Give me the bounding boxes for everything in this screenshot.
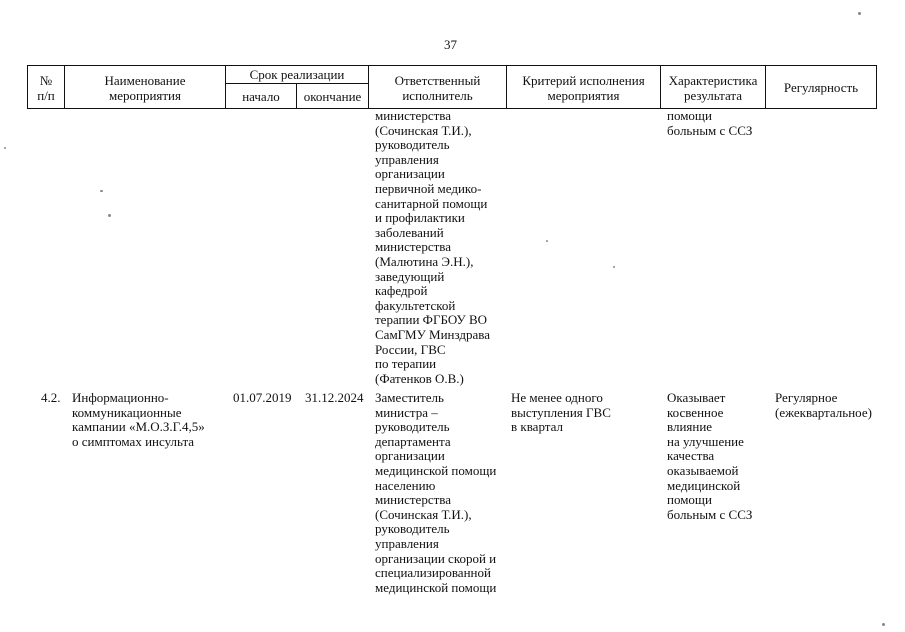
continued-result: помощи больным с ССЗ <box>667 108 753 138</box>
header-period: Срок реализации <box>249 67 345 82</box>
scan-speck <box>858 12 861 15</box>
header-start: начало <box>242 88 280 104</box>
row-4-2-start: 01.07.2019 <box>233 390 292 405</box>
page-number: 37 <box>444 37 457 52</box>
header-result: Характеристика результата <box>668 72 758 103</box>
row-4-2-regularity: Регулярное (ежеквартальное) <box>775 390 872 420</box>
continued-responsible: министерства (Сочинская Т.И.), руководитель управления организации первичной медико- санитарной помощи и профилактики заболеваний министерства (Малютина Э.Н.), заведующий кафедрой факультетской терапии ФГБОУ ВО СамГМУ Минздрава России, ГВС по терапии (Фатенков О.В.) <box>375 108 491 386</box>
row-4-2-result: Оказывает косвенное влияние на улучшение качества оказываемой медицинской помощи больным с ССЗ <box>667 390 753 522</box>
header-name: Наименование мероприятия <box>104 72 186 103</box>
scan-speck <box>100 190 103 192</box>
header-responsible: Ответственный исполнитель <box>394 72 481 103</box>
row-4-2-responsible: Заместитель министра – руководитель департамента организации медицинской помощи населению министерства (Сочинская Т.И.), руководитель управления организации скорой и специализированной медицинской помощи <box>375 390 497 595</box>
row-4-2-criterion: Не менее одного выступления ГВС в квартал <box>511 390 611 435</box>
row-4-2-name: Информационно- коммуникационные кампании «М.О.З.Г.4,5» о симптомах инсульта <box>72 390 205 449</box>
header-end: окончание <box>303 88 362 104</box>
scan-speck <box>4 147 6 149</box>
header-criterion: Критерий исполнения мероприятия <box>522 72 645 103</box>
row-4-2-num: 4.2. <box>41 390 61 405</box>
header-regularity: Регулярность <box>783 80 859 95</box>
scan-speck <box>546 240 548 242</box>
scan-speck <box>613 266 615 268</box>
table-header <box>27 65 877 109</box>
scan-speck <box>882 623 885 626</box>
row-4-2-end: 31.12.2024 <box>305 390 364 405</box>
header-num: № п/п <box>37 72 55 103</box>
scan-speck <box>108 214 111 217</box>
